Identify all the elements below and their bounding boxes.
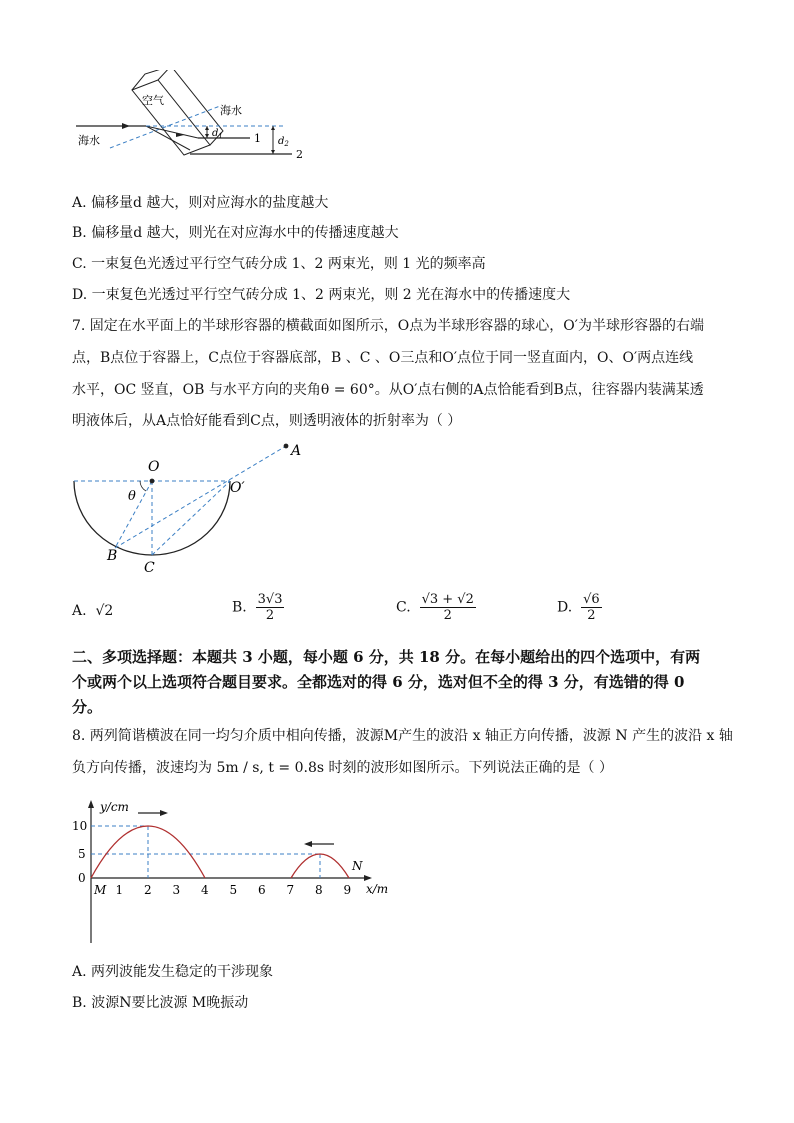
x-axis-label: x/m — [366, 882, 389, 896]
label-c: C — [144, 560, 155, 576]
label-ray-1: 1 — [254, 132, 261, 145]
x-tick-1: 1 — [115, 883, 124, 897]
q7-option-d-label: D. — [557, 599, 573, 616]
hemisphere-diagram — [60, 440, 320, 580]
arrow-right-icon — [160, 810, 168, 816]
brick-front-face — [132, 80, 210, 155]
label-sea-left: 海水 — [78, 134, 100, 147]
q7-line-3: 水平，OC 竖直，OB 与水平方向的夹角θ = 60°。从O′点右侧的A点恰能看到B点，往容器内装满某透 — [72, 382, 704, 398]
q7-option-c — [396, 592, 476, 623]
label-sea-right: 海水 — [220, 104, 242, 117]
x-tick-2: 2 — [144, 883, 152, 897]
x-tick-9: 9 — [343, 883, 352, 897]
q7-option-b-num: 3√3 — [257, 592, 283, 607]
label-m: M — [94, 883, 107, 897]
q8-line-2: 负方向传播，波速均为 5m / s, t = 0.8s 时刻的波形如图所示。下列说法正确的是（ ） — [72, 760, 613, 776]
wave-graph — [70, 798, 400, 950]
q7-option-c-label: C. — [396, 599, 411, 616]
q7-option-b-label: B. — [232, 599, 247, 616]
q7-option-b-den: 2 — [265, 608, 275, 623]
q6-option-a: A. 偏移量d 越大，则对应海水的盐度越大 — [72, 195, 329, 211]
q7-option-c-fraction — [420, 592, 476, 623]
q7-line-1: 7. 固定在水平面上的半球形容器的横截面如图所示，O点为半球形容器的球心，O′为半球形容器的右端 — [72, 318, 704, 334]
q7-option-c-den: 2 — [443, 608, 452, 623]
ba-line — [115, 446, 286, 548]
q7-line-2: 点，B点位于容器上，C点位于容器底部，B 、C 、O三点和O′点位于同一竖直面内，O、O′两点连线 — [72, 350, 694, 366]
y-tick-5: 5 — [78, 847, 86, 861]
label-b: B — [107, 548, 118, 564]
label-theta: θ — [128, 489, 136, 504]
q7-option-a-label: A. — [72, 603, 87, 619]
label-air: 空气 — [142, 94, 164, 107]
y-tick-10: 10 — [72, 819, 88, 833]
label-d2: $d_2$ — [278, 136, 289, 148]
x-tick-3: 3 — [172, 883, 181, 897]
section2-line-3: 分。 — [72, 698, 103, 716]
section2-line-2: 个或两个以上选项符合题目要求。全都选对的得 6 分，选对但不全的得 3 分，有选错的得 0 — [72, 673, 685, 691]
x-tick-6: 6 — [258, 883, 266, 897]
x-tick-4: 4 — [201, 883, 209, 897]
q7-option-d-num: √6 — [583, 592, 600, 607]
q6-option-d: D. 一束复色光透过平行空气砖分成 1、2 两束光，则 2 光在海水中的传播速度大 — [72, 287, 571, 303]
x-tick-7: 7 — [286, 883, 295, 897]
q7-option-a — [72, 603, 113, 619]
q7-option-c-num: √3 + √2 — [421, 592, 474, 607]
q8-option-a: A. 两列波能发生稳定的干涉现象 — [72, 964, 274, 980]
label-o-prime: O′ — [230, 480, 245, 496]
x-tick-8: 8 — [315, 883, 323, 897]
glass-brick-diagram — [70, 70, 330, 170]
co-line — [152, 481, 230, 555]
label-n: N — [352, 859, 363, 873]
q8-line-1: 8. 两列简谐横波在同一均匀介质中相向传播，波源M产生的波沿 x 轴正方向传播，波源 N 产生的波沿 x 轴 — [72, 728, 733, 744]
q6-option-b: B. 偏移量d 越大，则光在对应海水中的传播速度越大 — [72, 225, 399, 241]
y-tick-0: 0 — [78, 871, 86, 885]
arrow-left-icon — [304, 841, 312, 847]
label-d1: $d_1$ — [212, 128, 223, 140]
label-o: O — [148, 459, 160, 475]
q6-option-c: C. 一束复色光透过平行空气砖分成 1、2 两束光，则 1 光的频率高 — [72, 256, 486, 272]
q7-option-b-fraction — [256, 592, 285, 623]
label-ray-2: 2 — [296, 148, 303, 161]
brick-top-face — [132, 70, 171, 90]
y-axis-label: y/cm — [100, 800, 129, 814]
q7-option-d-den: 2 — [587, 608, 596, 623]
q7-option-d — [557, 592, 602, 623]
label-a: A — [291, 443, 302, 459]
q8-option-b: B. 波源N要比波源 M晚振动 — [72, 995, 249, 1011]
x-tick-5: 5 — [229, 883, 238, 897]
q7-option-d-fraction — [581, 592, 602, 623]
section2-line-1: 二、多项选择题：本题共 3 小题，每小题 6 分，共 18 分。在每小题给出的四个选项中，有两 — [72, 648, 701, 666]
q7-option-a-value: √2 — [95, 603, 114, 619]
q7-line-4: 明液体后，从A点恰好能看到C点，则透明液体的折射率为（ ） — [72, 413, 462, 429]
q7-option-b — [232, 592, 284, 623]
